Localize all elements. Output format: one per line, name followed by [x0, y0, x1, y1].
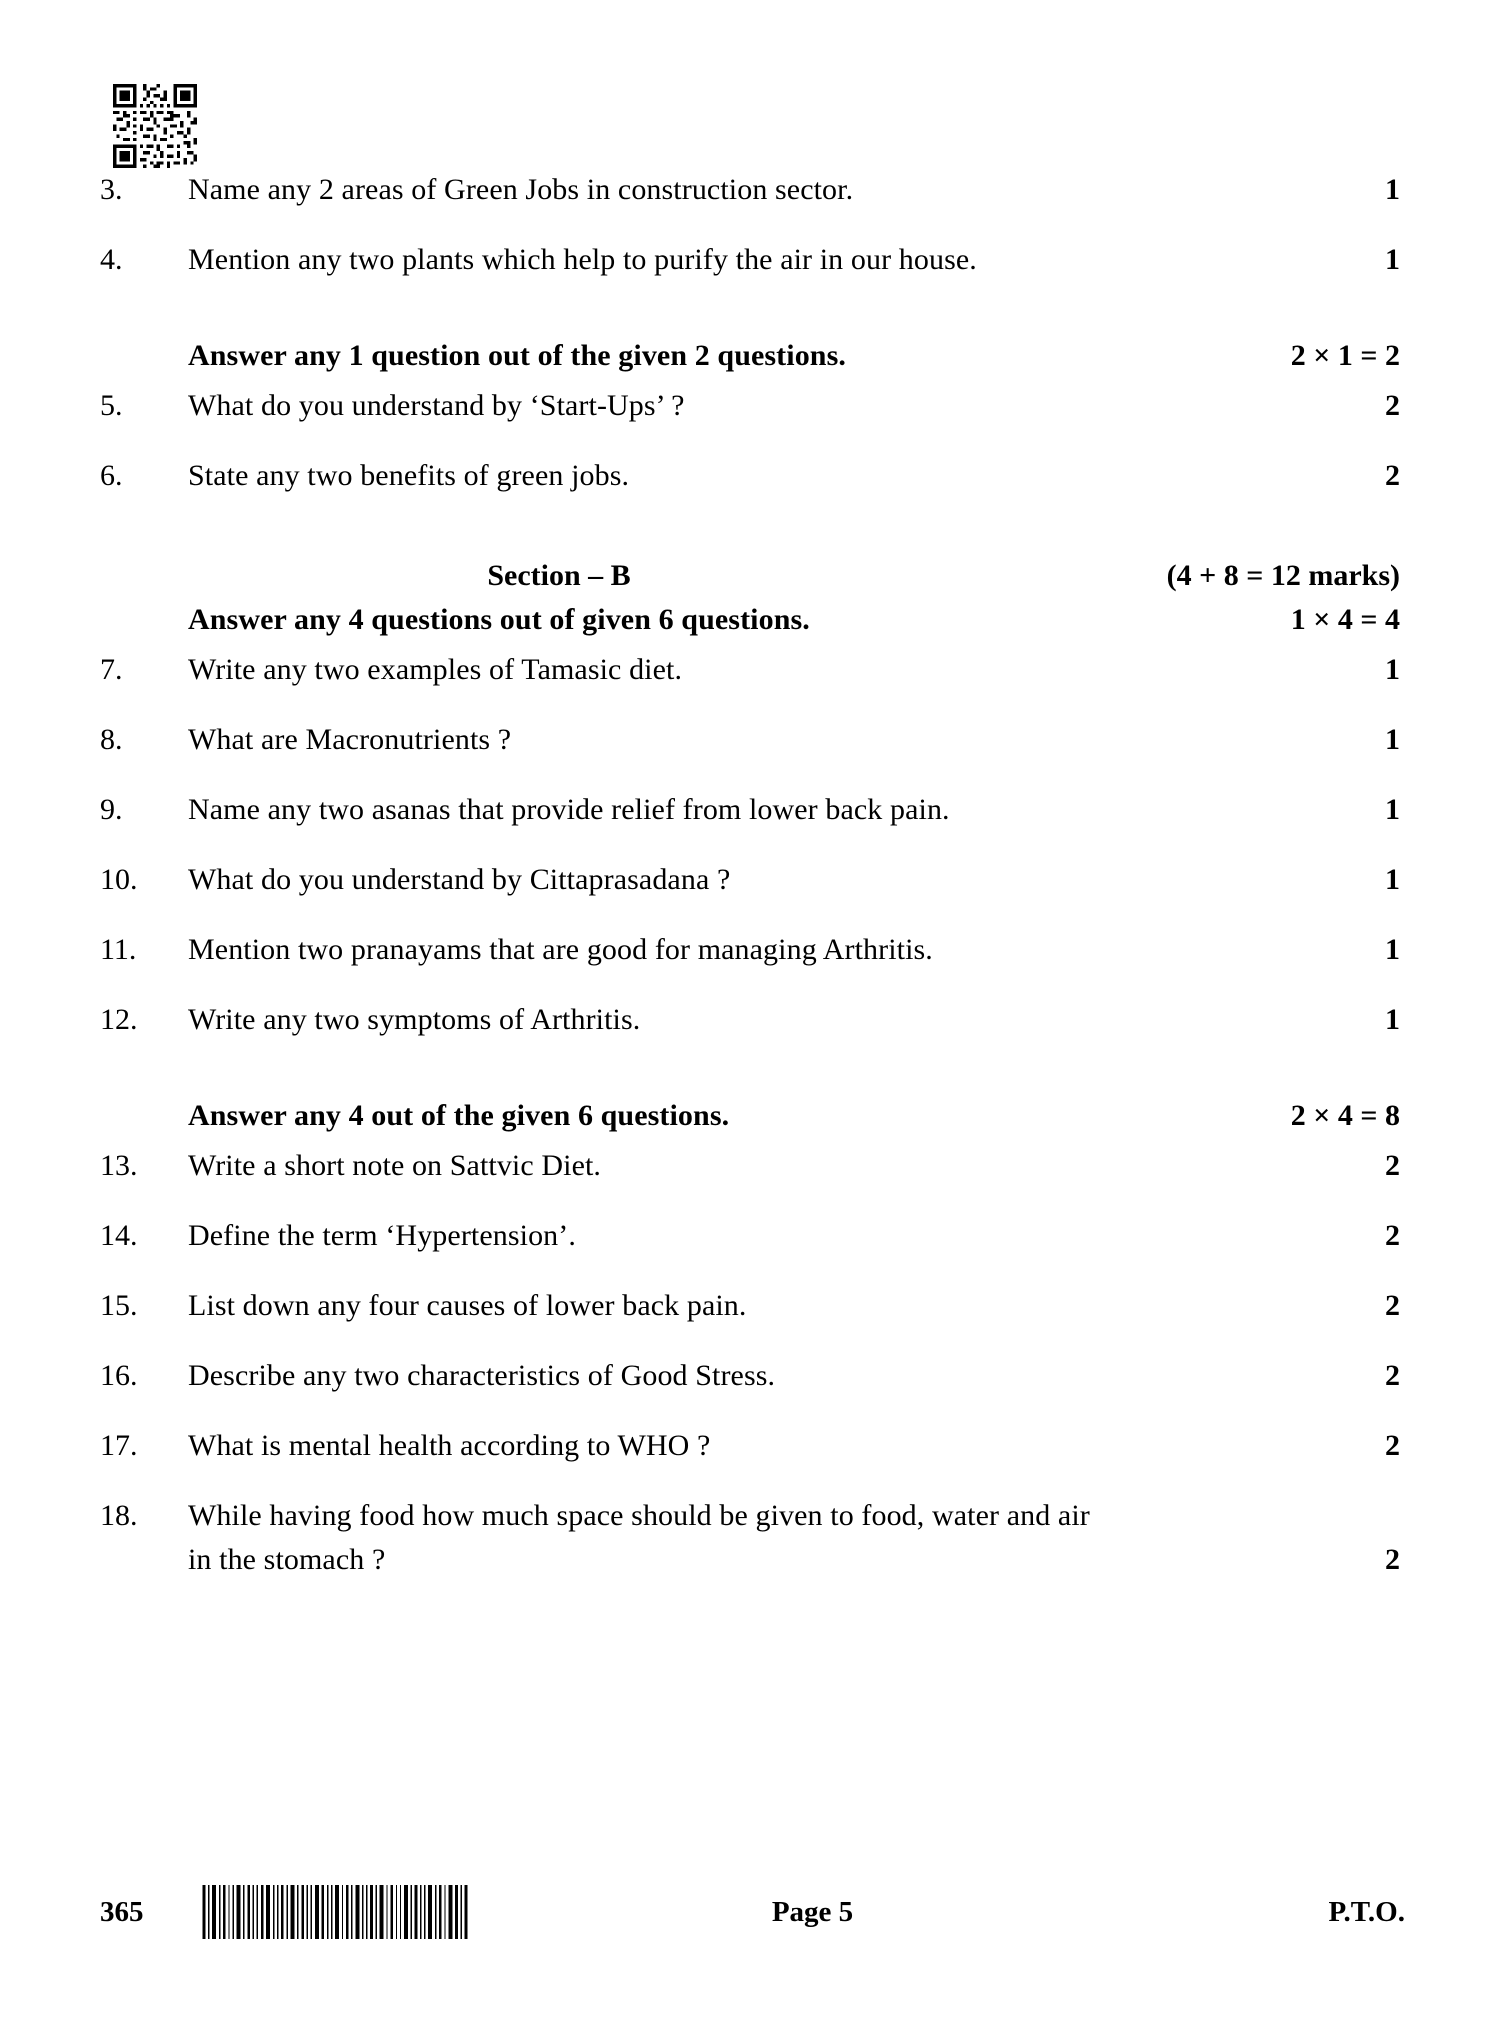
- question-text: Write any two symptoms of Arthritis.: [188, 1003, 641, 1036]
- question-row: [100, 1494, 1400, 1582]
- question-marks: 1: [1385, 723, 1400, 756]
- question-text: What do you understand by ‘Start-Ups’ ?: [188, 389, 685, 422]
- question-text: Mention two pranayams that are good for managing Arthritis.: [188, 933, 933, 966]
- question-number: 7.: [100, 653, 123, 686]
- question-marks: 1: [1385, 1003, 1400, 1036]
- paper-code: 365: [100, 1895, 144, 1928]
- question-number: 5.: [100, 389, 123, 422]
- question-text-line2: in the stomach ?: [188, 1543, 386, 1576]
- instruction-row-b1: [100, 598, 1400, 642]
- question-text: What is mental health according to WHO ?: [188, 1429, 711, 1462]
- spacer: [100, 308, 1400, 334]
- question-number: 11.: [100, 933, 137, 966]
- question-marks: 1: [1385, 243, 1400, 276]
- question-text: [188, 1494, 1280, 1582]
- question-marks: 1: [1385, 863, 1400, 896]
- question-text: Mention any two plants which help to purify the air in our house.: [188, 243, 977, 276]
- instruction-marks: 2 × 1 = 2: [1290, 339, 1400, 372]
- question-number: 6.: [100, 459, 123, 492]
- question-marks: 2: [1385, 389, 1400, 422]
- question-text-line1: While having food how much space should be given to food, water and air: [188, 1499, 1090, 1532]
- question-row: [100, 1214, 1400, 1258]
- question-row: [100, 384, 1400, 428]
- question-text: State any two benefits of green jobs.: [188, 459, 630, 492]
- question-row: [100, 718, 1400, 762]
- question-row: [100, 1424, 1400, 1468]
- question-row: [100, 858, 1400, 902]
- question-number: 16.: [100, 1359, 138, 1392]
- section-marks: (4 + 8 = 12 marks): [1166, 559, 1400, 592]
- question-marks: 2: [1385, 1219, 1400, 1252]
- question-number: 4.: [100, 243, 123, 276]
- question-row: [100, 238, 1400, 282]
- question-marks: 2: [1385, 1359, 1400, 1392]
- pto-label: P.T.O.: [1328, 1895, 1405, 1928]
- instruction-row-b2: [100, 1094, 1400, 1138]
- question-list: [100, 168, 1400, 1608]
- question-row: [100, 788, 1400, 832]
- instruction-text: Answer any 4 questions out of given 6 questions.: [188, 603, 810, 636]
- question-row: [100, 1284, 1400, 1328]
- question-row: [100, 928, 1400, 972]
- question-marks: 1: [1385, 793, 1400, 826]
- question-marks: 1: [1385, 173, 1400, 206]
- question-marks: 2: [1385, 1543, 1400, 1576]
- question-number: 14.: [100, 1219, 138, 1252]
- question-number: 9.: [100, 793, 123, 826]
- section-b-header: [100, 554, 1400, 598]
- question-marks: 2: [1385, 459, 1400, 492]
- question-number: 18.: [100, 1499, 138, 1532]
- question-marks: 1: [1385, 933, 1400, 966]
- instruction-text: Answer any 1 question out of the given 2 questions.: [188, 339, 846, 372]
- question-number: 17.: [100, 1429, 138, 1462]
- section-title: Section – B: [487, 559, 631, 592]
- page-footer: [100, 1890, 1405, 1934]
- question-number: 12.: [100, 1003, 138, 1036]
- question-text: Write a short note on Sattvic Diet.: [188, 1149, 602, 1182]
- question-row: [100, 1144, 1400, 1188]
- question-number: 13.: [100, 1149, 138, 1182]
- question-row: [100, 648, 1400, 692]
- question-number: 3.: [100, 173, 123, 206]
- question-text: What are Macronutrients ?: [188, 723, 512, 756]
- question-text: List down any four causes of lower back pain.: [188, 1289, 747, 1322]
- instruction-marks: 1 × 4 = 4: [1290, 603, 1400, 636]
- question-text: Name any 2 areas of Green Jobs in construction sector.: [188, 173, 854, 206]
- question-text: Define the term ‘Hypertension’.: [188, 1219, 576, 1252]
- question-number: 8.: [100, 723, 123, 756]
- qr-code-icon: [113, 84, 197, 168]
- question-marks: 2: [1385, 1149, 1400, 1182]
- instruction-text: Answer any 4 out of the given 6 questions.: [188, 1099, 730, 1132]
- instruction-row-a: [100, 334, 1400, 378]
- instruction-marks: 2 × 4 = 8: [1290, 1099, 1400, 1132]
- question-marks: 2: [1385, 1289, 1400, 1322]
- page-number: Page 5: [771, 1895, 854, 1928]
- question-text: What do you understand by Cittaprasadana ?: [188, 863, 731, 896]
- question-text: Describe any two characteristics of Good Stress.: [188, 1359, 776, 1392]
- question-text: Name any two asanas that provide relief from lower back pain.: [188, 793, 950, 826]
- question-number: 15.: [100, 1289, 138, 1322]
- question-marks: 1: [1385, 653, 1400, 686]
- spacer: [100, 1068, 1400, 1094]
- question-row: [100, 998, 1400, 1042]
- question-marks: 2: [1385, 1429, 1400, 1462]
- question-row: [100, 168, 1400, 212]
- question-row: [100, 1354, 1400, 1398]
- question-row: [100, 454, 1400, 498]
- question-number: 10.: [100, 863, 138, 896]
- question-text: Write any two examples of Tamasic diet.: [188, 653, 683, 686]
